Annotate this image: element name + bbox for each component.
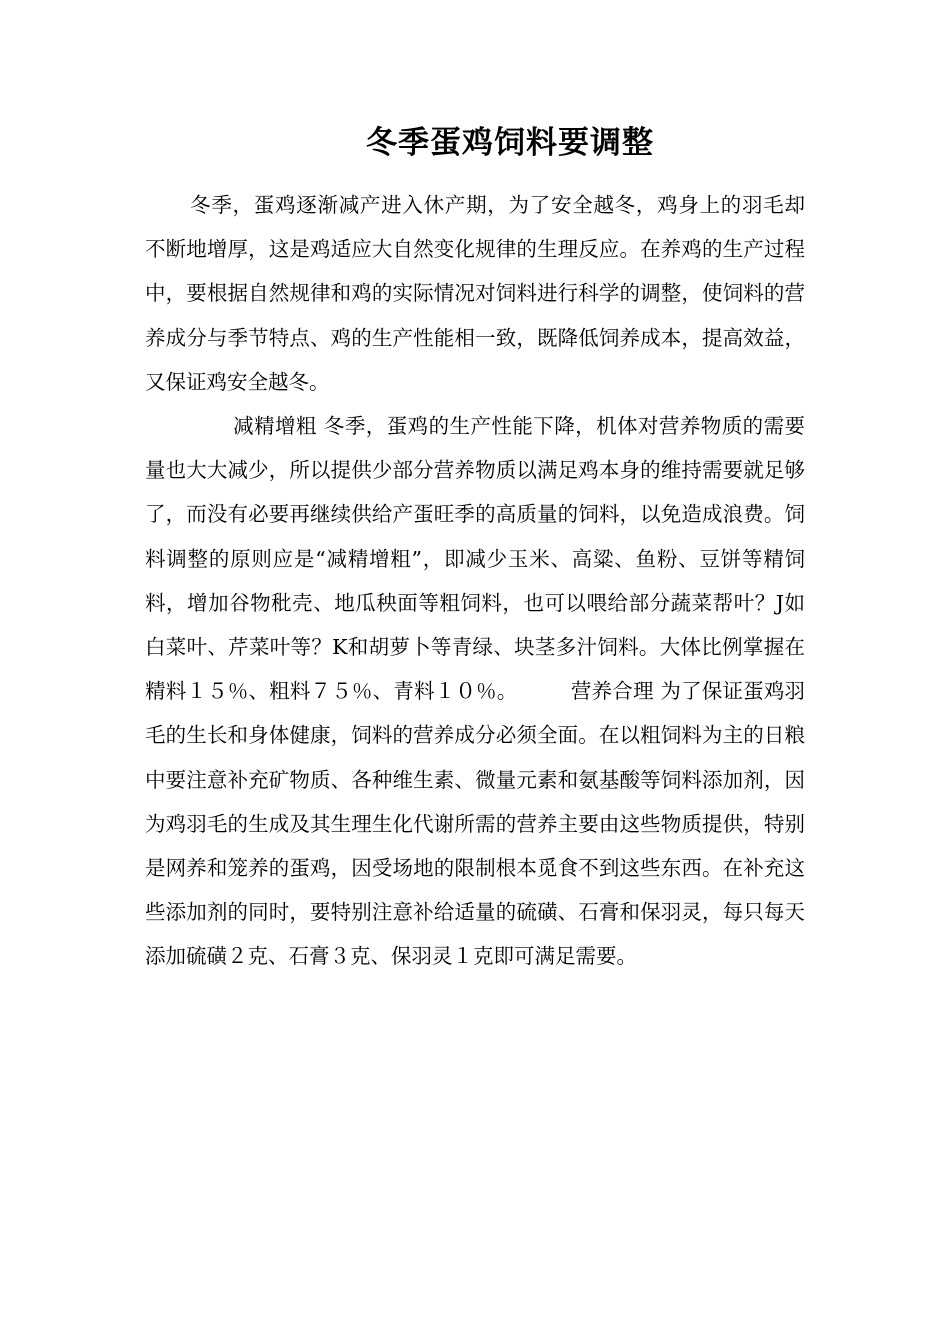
paragraph-section-1 [145, 404, 805, 979]
document-body [145, 183, 805, 979]
paragraph-intro: 冬季，蛋鸡逐渐减产进入休产期，为了安全越冬，鸡身上的羽毛却不断地增厚，这是鸡适应大自然变化规律的生理反应。在养鸡的生产过程中，要根据自然规律和鸡的实际情况对饲料进行科学的调整，使饲料的营养成分与季节特点、鸡的生产性能相一致，既降低饲养成本，提高效益，又保证鸡安全越冬。 [145, 193, 805, 394]
section-heading-2: 营养合理 [570, 679, 654, 704]
document-title: 冬季蛋鸡饲料要调整 [366, 125, 654, 161]
section-text-2: 为了保证蛋鸡羽毛的生长和身体健康，饲料的营养成分必须全面。在以粗饲料为主的日粮中要注意补充矿物质、各种维生素、微量元素和氨基酸等饲料添加剂，因为鸡羽毛的生成及其生理生化代谢所需的营养主要由这些物质提供，特别是网养和笼养的蛋鸡，因受场地的限制根本觅食不到这些东西。在补充这些添加剂的同时，要特别注意补给适量的硫磺、石膏和保羽灵，每只每天添加硫磺２克、石膏３克、保羽灵１克即可满足需要。 [145, 679, 806, 969]
section-heading-1: 减精增粗 [233, 414, 317, 439]
section-text-1: 冬季，蛋鸡的生产性能下降，机体对营养物质的需要量也大大减少，所以提供少部分营养物质以满足鸡本身的维持需要就足够了，而没有必要再继续供给产蛋旺季的高质量的饲料，以免造成浪费。饲料调整的原则应是“减精增粗”，即减少玉米、高粱、鱼粉、豆饼等精饲料，增加谷物秕壳、地瓜秧面等粗饲料，也可以喂给部分蔬菜帮叶？J如白菜叶、芹菜叶等？K和胡萝卜等青绿、块茎多汁饲料。大体比例掌握在精料１５％、粗料７５％、青料１０％。 [145, 414, 806, 704]
